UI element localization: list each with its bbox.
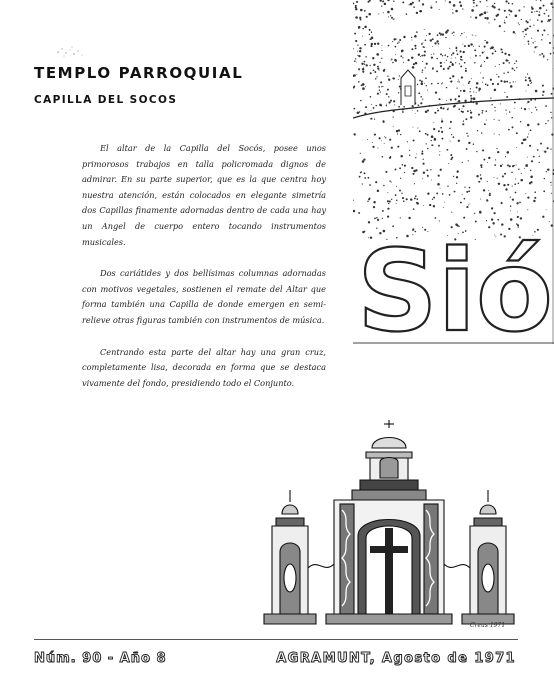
place-and-date: AGRAMUNT, Agosto de 1971 (276, 651, 516, 666)
issue-number: Núm. 90 - Año 8 (34, 651, 167, 666)
article-paragraph-3: Centrando esta parte del altar hay una gran cruz, completamente lisa, decorada en forma que se destaca vivamente del fondo, presidiendo todo el Conjunto. (82, 346, 326, 388)
page-title: TEMPLO PARROQUIAL (34, 64, 244, 82)
footer-divider (34, 639, 518, 640)
article-body (82, 141, 326, 407)
artist-signature: Creus 1971 (470, 622, 506, 629)
page-subtitle: CAPILLA DEL SOCOS (34, 94, 178, 106)
cover-lettering: Sió (357, 227, 553, 344)
article-paragraph-1: El altar de la Capilla del Socós, posee unos primorosos trabajos en talla policromada dignos de admirar. En su parte superior, que es la que centra hoy nuestra atención, están colocados en elegante simetría dos Capillas finamente adornadas dentro de cada una hay un Angel de cuerpo entero tocando instrumentos musicales. (82, 143, 326, 247)
cover-art-illustration (353, 0, 554, 344)
altar-illustration (262, 418, 516, 630)
article-paragraph-2: Dos cariátides y dos bellísimas columnas adornadas con motivos vegetales, sostienen el remate del Altar que forma también una Capilla de donde emergen en semi-relieve otras figuras también con instrumentos de música. (82, 268, 326, 325)
ink-speck-decoration (52, 44, 92, 60)
